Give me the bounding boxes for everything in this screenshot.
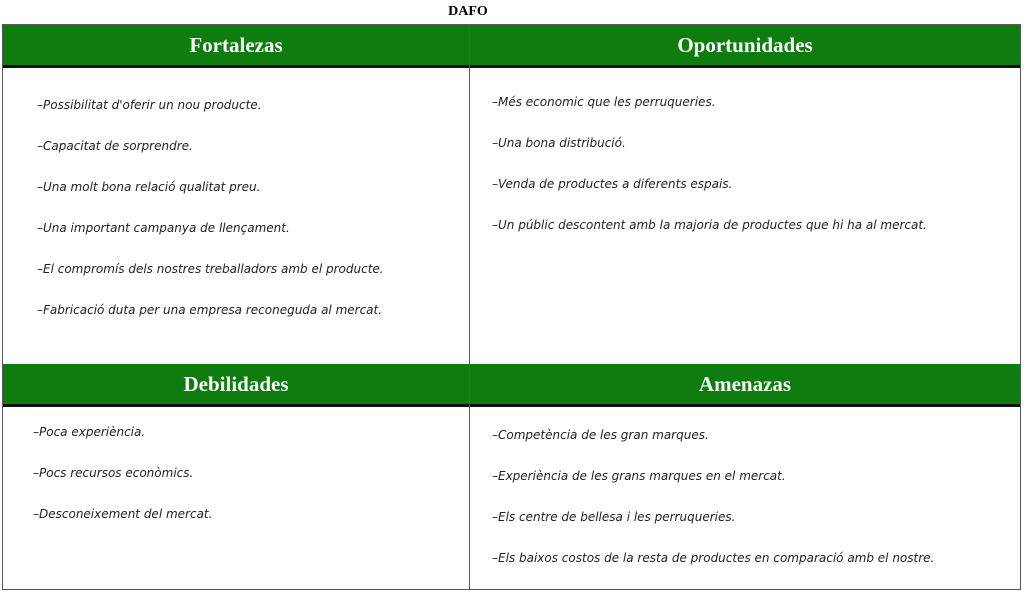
swot-table: [2, 24, 1021, 590]
threats-quadrant: [470, 364, 1020, 589]
opportunities-header: [470, 25, 1020, 68]
strengths-header: [3, 25, 469, 68]
list-item: –Més economic que les perruqueries.: [492, 95, 716, 109]
document-title: DAFO: [448, 4, 488, 19]
list-item: –Una molt bona relació qualitat preu.: [37, 180, 261, 194]
weaknesses-title: Debilidades: [183, 371, 289, 396]
list-item: –Competència de les gran marques.: [492, 428, 709, 442]
list-item: –Una bona distribució.: [492, 136, 626, 150]
list-item: –Un públic descontent amb la majoria de productes que hi ha al mercat.: [492, 218, 927, 232]
opportunities-title: Oportunidades: [677, 32, 813, 57]
list-item: –Capacitat de sorprendre.: [37, 139, 193, 153]
list-item: –Possibilitat d'oferir un nou producte.: [37, 98, 262, 112]
list-item: –Experiència de les grans marques en el mercat.: [492, 469, 786, 483]
strengths-quadrant: [3, 25, 470, 364]
list-item: –Els baixos costos de la resta de productes en comparació amb el nostre.: [492, 551, 935, 565]
threats-title: Amenazas: [698, 371, 792, 396]
list-item: –Desconeixement del mercat.: [33, 507, 213, 521]
threats-list: [470, 407, 1020, 592]
list-item: –El compromís dels nostres treballadors amb el producte.: [37, 262, 384, 276]
list-item: –Pocs recursos econòmics.: [33, 466, 194, 480]
list-item: –Venda de productes a diferents espais.: [492, 177, 733, 191]
weaknesses-header: [3, 364, 469, 407]
threats-header: [470, 364, 1020, 407]
list-item: –Els centre de bellesa i les perruqueries.: [492, 510, 736, 524]
weaknesses-quadrant: [3, 364, 470, 589]
strengths-title: Fortalezas: [189, 32, 283, 57]
strengths-list: [3, 68, 469, 344]
opportunities-list: [470, 68, 1020, 259]
opportunities-quadrant: [470, 25, 1020, 364]
list-item: –Fabricació duta per una empresa reconeguda al mercat.: [37, 303, 383, 317]
weaknesses-list: [3, 407, 469, 548]
list-item: –Una important campanya de llençament.: [37, 221, 290, 235]
list-item: –Poca experiència.: [33, 425, 146, 439]
